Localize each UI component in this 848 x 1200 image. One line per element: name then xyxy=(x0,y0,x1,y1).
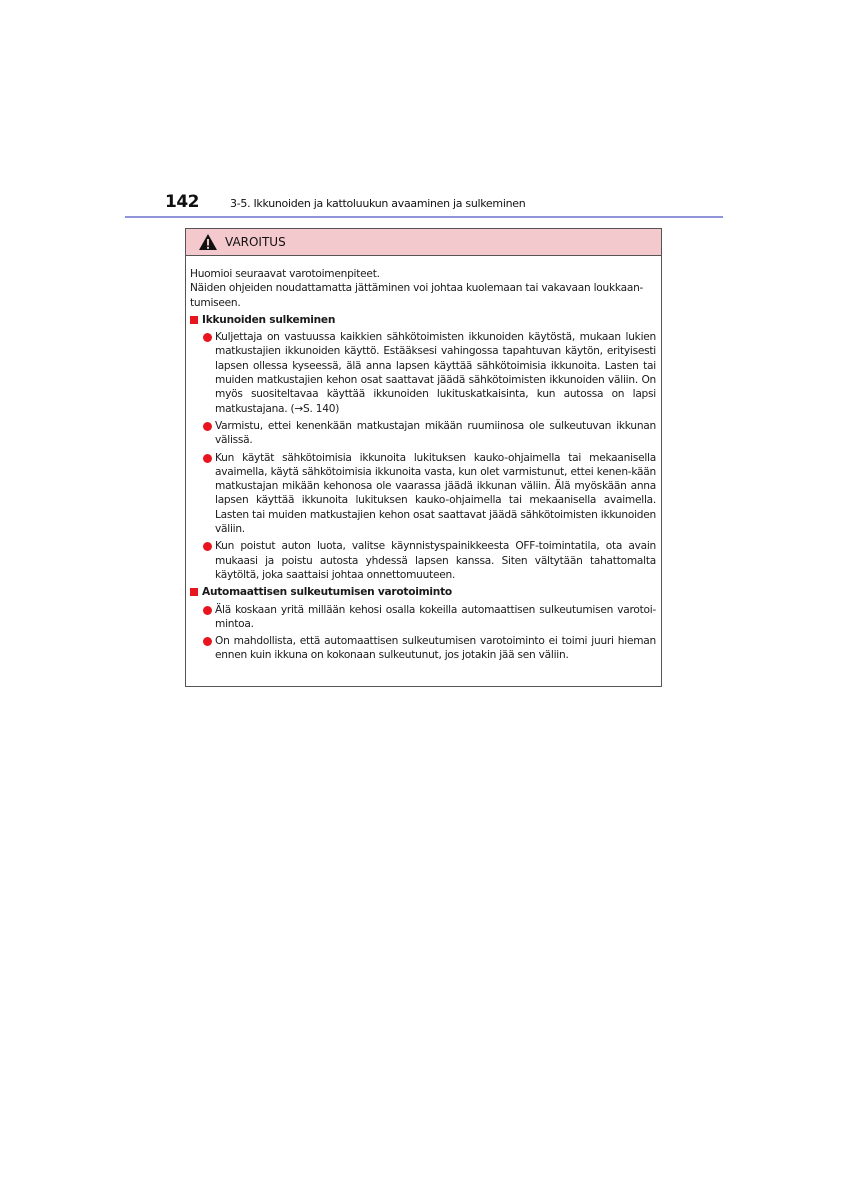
list-item-text: Varmistu, ettei kenenkään matkustajan mikään ruumiinosa ole sulkeutuvan ikkunan välissä. xyxy=(215,419,656,447)
list-item xyxy=(190,603,656,632)
list-item-text: Kuljettaja on vastuussa kaikkien sähkötoimisten ikkunoiden käytöstä, mukaan lukien matkustajien ikkunoiden käyttö. Estääksesi vahingossa tapahtuvan käytön, erityisesti lapsen ollessa kyseessä, älä anna lapsen käyttää sähkötoimisia ikkunoita. Lasten tai muiden matkustajien kehon osat saattavat jäädä sähkötoimisten ikkunoiden väliin. On myös suositeltavaa käyttää ikkunoiden lukituskatkaisinta, kun autossa on lapsi matkustajana. (→S. 140) xyxy=(215,331,656,415)
list-item xyxy=(190,539,656,582)
warning-box xyxy=(185,228,662,687)
list-item-text: Kun käytät sähkötoimisia ikkunoita lukituksen kauko-ohjaimella tai mekaanisella avaimella, käytä sähkötoimisia ikkunoita vasta, kun olet varmistunut, ettei kenen-kään matkustajan mikään kehonosa ole vaarassa jäädä ikkunan väliin. Älä myöskään anna lapsen käyttää ikkunoita lukituksen kauko-ohjaimella tai mekaanisella avaimella. Lasten tai muiden matkustajien kehon osat saattavat jäädä sähkötoimisten ikkunoiden väliin. xyxy=(215,451,656,536)
warning-intro: Huomioi seuraavat varotoimenpiteet. xyxy=(190,268,380,280)
list-item xyxy=(190,634,656,663)
list-item-text: On mahdollista, että automaattisen sulkeutumisen varotoiminto ei toimi juuri hieman ennen kuin ikkuna on kokonaan sulkeutunut, jos jotakin jää sen väliin. xyxy=(215,635,656,662)
section-title: 3-5. Ikkunoiden ja kattoluukun avaaminen ja sulkeminen xyxy=(230,197,526,210)
page-number: 142 xyxy=(165,192,199,212)
red-bullet-icon xyxy=(203,454,212,463)
subsection-heading-text: Ikkunoiden sulkeminen xyxy=(202,313,336,326)
header-divider xyxy=(125,216,723,218)
subsection-heading xyxy=(190,313,656,327)
list-item-text: Kun poistut auton luota, valitse käynnistyspainikkeesta OFF-toimintatila, ota avain mukaasi ja poistu autosta yhdessä lapsen kanssa. Siten vältytään tahattomalta käytöltä, joka saattaisi johtaa onnettomuuteen. xyxy=(215,540,656,581)
subsection-heading-text: Automaattisen sulkeutumisen varotoiminto xyxy=(202,586,452,599)
warning-header xyxy=(186,229,661,256)
list-item-text: Älä koskaan yritä millään kehosi osalla kokeilla automaattisen sulkeutumisen varotoi-mintoa. xyxy=(215,603,656,630)
red-bullet-icon xyxy=(203,606,212,615)
subsection-heading xyxy=(190,585,656,599)
warning-consequence: Näiden ohjeiden noudattamatta jättäminen voi johtaa kuolemaan tai vakavaan loukkaan-tumiseen. xyxy=(190,282,644,309)
red-bullet-icon xyxy=(203,542,212,551)
red-bullet-icon xyxy=(203,333,212,342)
warning-triangle-icon xyxy=(198,233,218,251)
red-square-icon xyxy=(190,316,198,324)
list-item xyxy=(190,419,656,448)
list-item xyxy=(190,330,656,416)
warning-title: VAROITUS xyxy=(225,235,286,249)
list-item xyxy=(190,451,656,537)
red-bullet-icon xyxy=(203,637,212,646)
red-bullet-icon xyxy=(203,422,212,431)
red-square-icon xyxy=(190,588,198,596)
warning-body xyxy=(186,256,661,663)
